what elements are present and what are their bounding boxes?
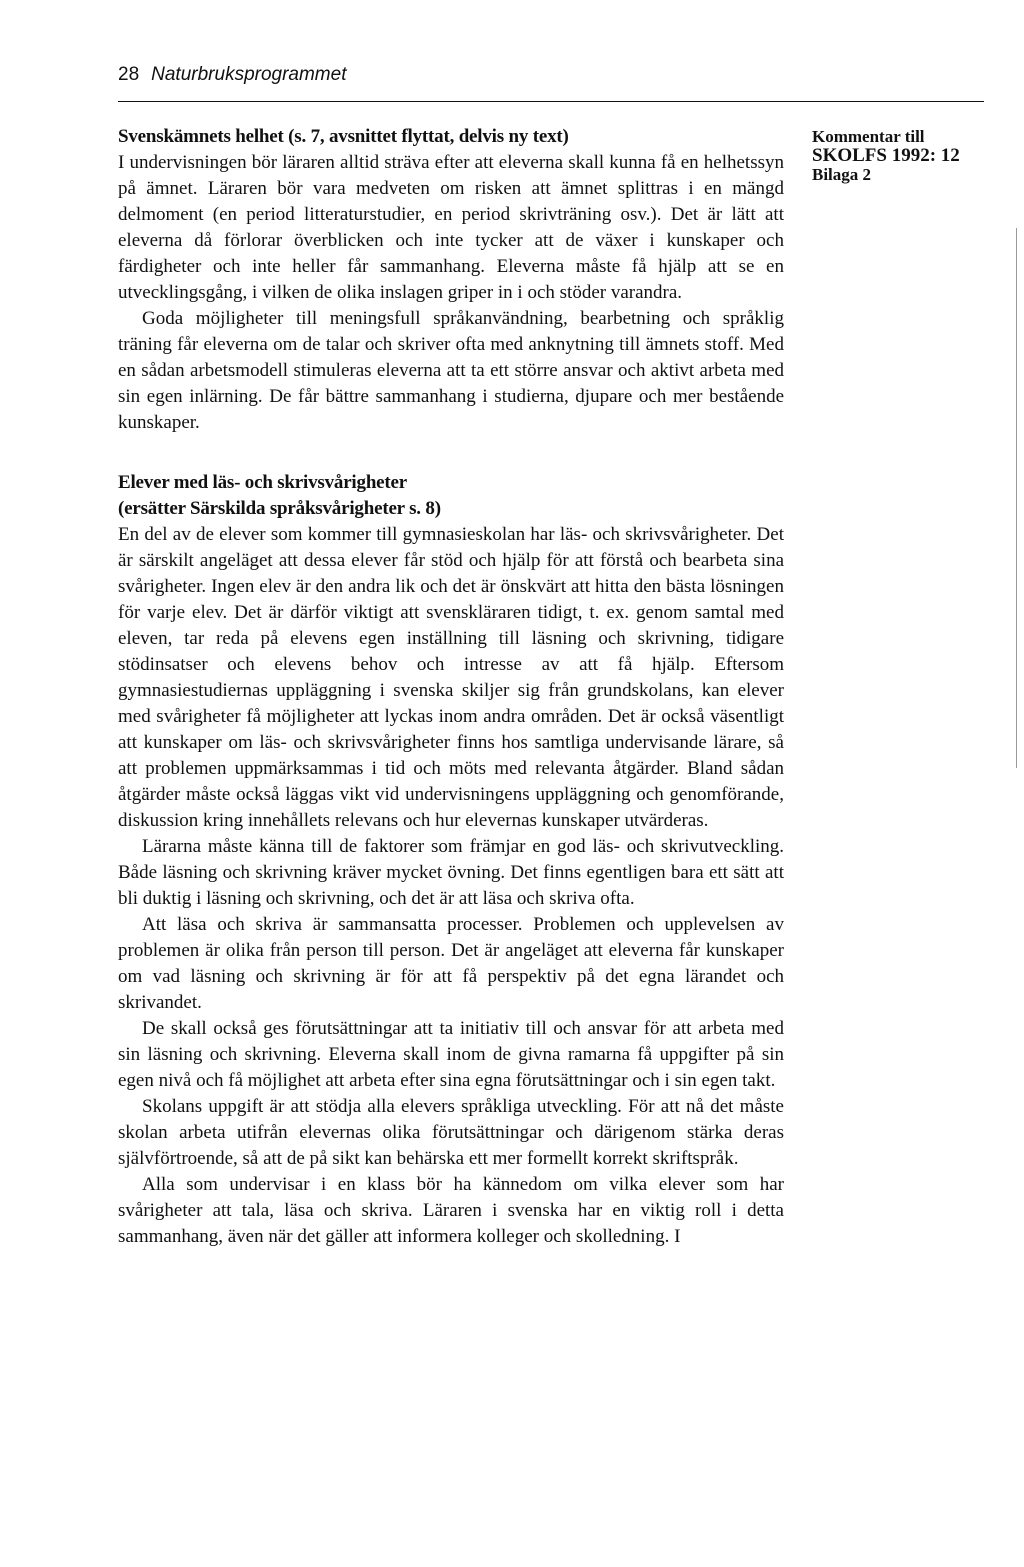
scan-edge-line (1016, 228, 1017, 768)
paragraph: Alla som undervisar i en klass bör ha kännedom om vilka elever som har svårigheter att tala, läsa och skriva. Läraren i svenska har en viktig roll i detta sammanhang, även när det gäller att informera kolleger och skolledning. I (118, 1174, 784, 1247)
paragraph: I undervisningen bör läraren alltid sträva efter att eleverna skall kunna få en helhetssyn på ämnet. Läraren bör vara medveten om risken att ämnet splittras i en mängd delmoment (en period litteraturstudier, en period skrivträning osv.). Det är lätt att eleverna då förlorar överblicken och inte tycker att de växer i kunskaper och färdigheter och inte heller får sammanhang. Eleverna måste få hjälp att se en utvecklingsgång, i vilken de olika inslagen griper in i och stöder varandra. (118, 152, 784, 303)
margin-note-line: Kommentar till (812, 127, 925, 146)
section-las-och-skrivsvarigheter (118, 470, 784, 1250)
section-svenskamnets-helhet (118, 124, 784, 436)
section-heading-line: (ersätter Särskilda språksvårigheter s. 8) (118, 498, 441, 519)
section-heading-line: Elever med läs- och skrivsvårigheter (118, 472, 408, 493)
paragraph: Att läsa och skriva är sammansatta processer. Problemen och upplevelsen av problemen är olika från person till person. Det är angeläget att eleverna får kunskaper om vad läsning och skrivning är för att få perspektiv på det egna lärandet och skrivandet. (118, 914, 784, 1013)
paragraph: De skall också ges förutsättningar att ta initiativ till och ansvar för att arbeta med sin läsning och skrivning. Eleverna skall inom de givna ramarna få uppgifter på sin egen nivå och få möjlighet att arbeta efter sina egna förutsättningar och i sin egen takt. (118, 1018, 784, 1091)
margin-note-line: SKOLFS 1992: 12 (812, 145, 960, 166)
section-heading (118, 470, 784, 522)
margin-note-line: Bilaga 2 (812, 165, 872, 184)
section-heading (118, 124, 784, 150)
paragraph: En del av de elever som kommer till gymnasieskolan har läs- och skrivsvårigheter. Det är särskilt angeläget att dessa elever får stöd och hjälp för att förstå och bearbeta sina svårigheter. Ingen elev är den andra lik och det är önskvärt att hitta den bästa lösningen för varje elev. Det är därför viktigt att svenskläraren tidigt, t. ex. genom samtal med eleven, tar reda på elevens egen inställning till läsning och skrivning, tidigare stödinsatser och elevens behov och intresse av att få hjälp. Eftersom gymnasiestudiernas uppläggning i svenska skiljer sig från grundskolans, kan elever med svårigheter få möjligheter att lyckas inom andra områden. Det är också väsentligt att kunskaper om läs- och skrivsvårigheter finns hos samtliga undervisande lärare, så att problemen uppmärksammas i tid och möts med relevanta åtgärder. Bland sådan åtgärder måste också läggas vikt vid undervisningens uppläggning och genomförande, diskussion kring innehållets relevans och hur elevernas kunskaper utvärderas. (118, 524, 784, 831)
paragraph: Skolans uppgift är att stödja alla elevers språkliga utveckling. För att nå det måste skolan arbeta utifrån elevernas olika förutsättningar och därigenom stärka deras självförtroende, så att de på sikt kan behärska ett mer formellt korrekt skriftspråk. (118, 1096, 784, 1169)
running-title: Naturbruksprogrammet (151, 64, 347, 85)
paragraph: Goda möjligheter till meningsfull språkanvändning, bearbetning och språklig träning får eleverna om de talar och skriver ofta med anknytning till ämnets stoff. Med en sådan arbetsmodell stimuleras eleverna att ta ett större ansvar och aktivt arbeta med sin egen inlärning. De får bättre sammanhang i studierna, djupare och mer bestående kunskaper. (118, 308, 784, 433)
page-number: 28 (118, 64, 140, 85)
running-head (118, 62, 346, 88)
paragraph: Lärarna måste känna till de faktorer som främjar en god läs- och skrivutveckling. Både läsning och skrivning kräver mycket övning. Det finns egentligen bara ett sätt att bli duktig i läsning och skrivning, och det är att läsa och skriva ofta. (118, 836, 784, 909)
main-column (118, 124, 784, 1250)
section-heading-line: Svenskämnets helhet (s. 7, avsnittet flyttat, delvis ny text) (118, 126, 569, 147)
margin-note (812, 127, 1002, 184)
header-rule (118, 101, 984, 102)
